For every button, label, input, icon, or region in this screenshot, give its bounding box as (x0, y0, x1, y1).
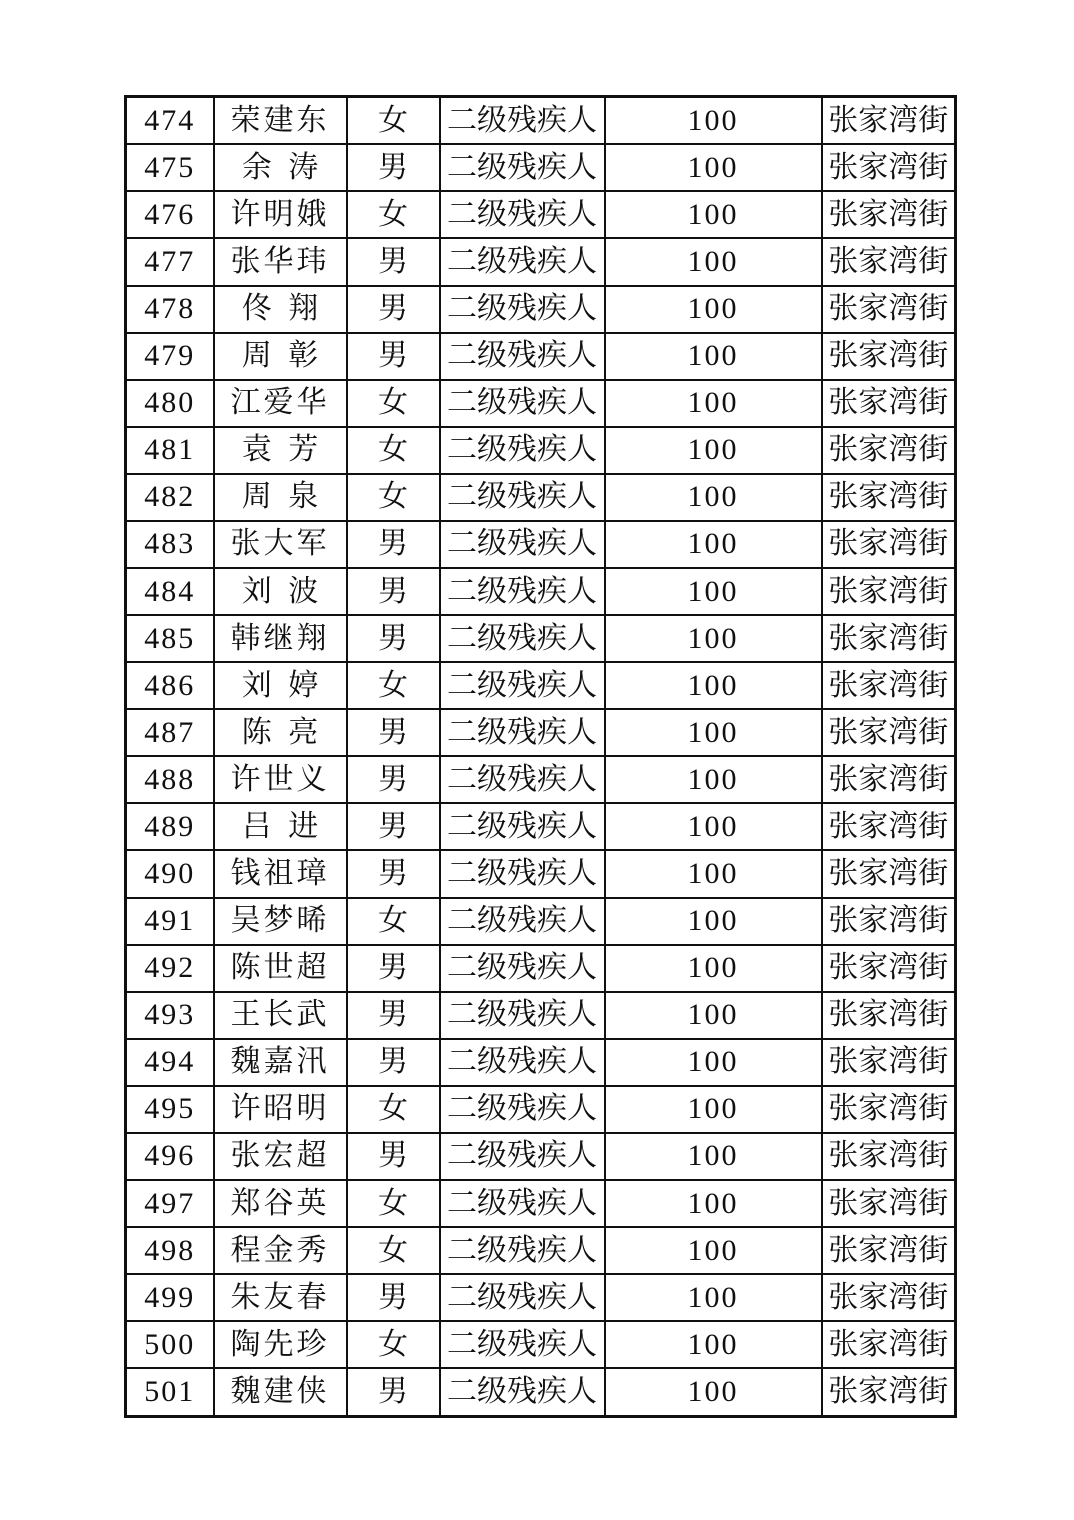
cell-row-number: 474 (126, 97, 214, 145)
cell-amount: 100 (605, 756, 822, 803)
table-row (126, 97, 956, 145)
table-row (126, 144, 956, 191)
cell-gender: 男 (347, 803, 440, 850)
cell-street: 张家湾街 (822, 427, 956, 474)
cell-amount: 100 (605, 945, 822, 992)
person-name-text: 袁芳 (241, 433, 335, 467)
table-row (126, 662, 956, 709)
cell-person-name (214, 191, 347, 238)
cell-amount: 100 (605, 427, 822, 474)
cell-gender: 女 (347, 474, 440, 521)
cell-street: 张家湾街 (822, 850, 956, 897)
cell-gender: 男 (347, 992, 440, 1039)
beneficiary-table (124, 95, 957, 1418)
cell-category: 二级残疾人 (440, 97, 605, 145)
cell-category: 二级残疾人 (440, 427, 605, 474)
cell-amount: 100 (605, 238, 822, 285)
cell-person-name (214, 898, 347, 945)
cell-category: 二级残疾人 (440, 1039, 605, 1086)
cell-amount: 100 (605, 1227, 822, 1274)
cell-amount: 100 (605, 709, 822, 756)
cell-amount: 100 (605, 992, 822, 1039)
cell-gender: 女 (347, 1227, 440, 1274)
table-row (126, 521, 956, 568)
cell-street: 张家湾街 (822, 144, 956, 191)
table-row (126, 1227, 956, 1274)
person-name-text: 陈世超 (230, 951, 330, 985)
cell-amount: 100 (605, 568, 822, 615)
cell-category: 二级残疾人 (440, 803, 605, 850)
person-name-text: 陶先珍 (230, 1327, 330, 1361)
cell-category: 二级残疾人 (440, 333, 605, 380)
cell-person-name (214, 427, 347, 474)
cell-street: 张家湾街 (822, 97, 956, 145)
cell-gender: 男 (347, 850, 440, 897)
cell-street: 张家湾街 (822, 521, 956, 568)
cell-person-name (214, 756, 347, 803)
cell-amount: 100 (605, 380, 822, 427)
table-row (126, 898, 956, 945)
cell-gender: 男 (347, 1133, 440, 1180)
cell-street: 张家湾街 (822, 333, 956, 380)
cell-amount: 100 (605, 1133, 822, 1180)
cell-row-number: 491 (126, 898, 214, 945)
cell-person-name (214, 1086, 347, 1133)
cell-row-number: 488 (126, 756, 214, 803)
cell-amount: 100 (605, 803, 822, 850)
cell-row-number: 484 (126, 568, 214, 615)
cell-category: 二级残疾人 (440, 615, 605, 662)
cell-amount: 100 (605, 1180, 822, 1227)
cell-amount: 100 (605, 1039, 822, 1086)
cell-person-name (214, 992, 347, 1039)
cell-row-number: 496 (126, 1133, 214, 1180)
cell-amount: 100 (605, 97, 822, 145)
cell-category: 二级残疾人 (440, 850, 605, 897)
cell-gender: 女 (347, 1180, 440, 1227)
cell-category: 二级残疾人 (440, 1274, 605, 1321)
cell-amount: 100 (605, 286, 822, 333)
cell-street: 张家湾街 (822, 1133, 956, 1180)
cell-street: 张家湾街 (822, 380, 956, 427)
table-row (126, 1133, 956, 1180)
cell-street: 张家湾街 (822, 1274, 956, 1321)
cell-category: 二级残疾人 (440, 568, 605, 615)
cell-category: 二级残疾人 (440, 238, 605, 285)
cell-row-number: 489 (126, 803, 214, 850)
cell-street: 张家湾街 (822, 898, 956, 945)
person-name-text: 魏嘉汛 (230, 1045, 330, 1079)
cell-person-name (214, 238, 347, 285)
cell-gender: 男 (347, 286, 440, 333)
cell-amount: 100 (605, 521, 822, 568)
cell-person-name (214, 615, 347, 662)
cell-gender: 女 (347, 1086, 440, 1133)
table-row (126, 333, 956, 380)
cell-street: 张家湾街 (822, 474, 956, 521)
table-row (126, 1274, 956, 1321)
cell-person-name (214, 474, 347, 521)
cell-category: 二级残疾人 (440, 1180, 605, 1227)
person-name-text: 许明娥 (230, 197, 330, 231)
cell-street: 张家湾街 (822, 568, 956, 615)
cell-row-number: 494 (126, 1039, 214, 1086)
table-row (126, 1039, 956, 1086)
cell-row-number: 495 (126, 1086, 214, 1133)
cell-street: 张家湾街 (822, 803, 956, 850)
cell-street: 张家湾街 (822, 1321, 956, 1368)
cell-category: 二级残疾人 (440, 992, 605, 1039)
cell-street: 张家湾街 (822, 945, 956, 992)
person-name-text: 张大军 (230, 527, 330, 561)
cell-category: 二级残疾人 (440, 144, 605, 191)
cell-street: 张家湾街 (822, 238, 956, 285)
cell-person-name (214, 1368, 347, 1416)
cell-row-number: 497 (126, 1180, 214, 1227)
cell-street: 张家湾街 (822, 992, 956, 1039)
cell-street: 张家湾街 (822, 615, 956, 662)
cell-amount: 100 (605, 474, 822, 521)
table-row (126, 474, 956, 521)
cell-category: 二级残疾人 (440, 1368, 605, 1416)
cell-gender: 男 (347, 709, 440, 756)
cell-category: 二级残疾人 (440, 709, 605, 756)
person-name-text: 郑谷英 (230, 1186, 330, 1220)
cell-row-number: 481 (126, 427, 214, 474)
person-name-text: 周泉 (241, 480, 335, 514)
person-name-text: 刘婷 (241, 668, 335, 702)
person-name-text: 陈亮 (241, 715, 335, 749)
cell-gender: 男 (347, 1368, 440, 1416)
cell-gender: 男 (347, 568, 440, 615)
cell-person-name (214, 1180, 347, 1227)
cell-row-number: 500 (126, 1321, 214, 1368)
table-row (126, 1368, 956, 1416)
cell-street: 张家湾街 (822, 1039, 956, 1086)
cell-gender: 女 (347, 380, 440, 427)
cell-row-number: 498 (126, 1227, 214, 1274)
table-row (126, 238, 956, 285)
person-name-text: 余涛 (241, 150, 335, 184)
cell-category: 二级残疾人 (440, 380, 605, 427)
person-name-text: 许世义 (230, 762, 330, 796)
cell-street: 张家湾街 (822, 286, 956, 333)
cell-category: 二级残疾人 (440, 521, 605, 568)
cell-row-number: 499 (126, 1274, 214, 1321)
cell-gender: 男 (347, 1274, 440, 1321)
cell-category: 二级残疾人 (440, 756, 605, 803)
cell-amount: 100 (605, 144, 822, 191)
cell-row-number: 477 (126, 238, 214, 285)
person-name-text: 魏建侠 (230, 1375, 330, 1409)
table-row (126, 568, 956, 615)
person-name-text: 江爱华 (230, 386, 330, 420)
cell-category: 二级残疾人 (440, 898, 605, 945)
cell-gender: 男 (347, 756, 440, 803)
cell-amount: 100 (605, 1368, 822, 1416)
cell-gender: 女 (347, 427, 440, 474)
cell-category: 二级残疾人 (440, 1321, 605, 1368)
table-row (126, 615, 956, 662)
cell-gender: 女 (347, 97, 440, 145)
cell-amount: 100 (605, 1274, 822, 1321)
cell-person-name (214, 380, 347, 427)
cell-row-number: 483 (126, 521, 214, 568)
cell-category: 二级残疾人 (440, 945, 605, 992)
cell-person-name (214, 521, 347, 568)
cell-person-name (214, 286, 347, 333)
cell-gender: 女 (347, 191, 440, 238)
cell-row-number: 482 (126, 474, 214, 521)
cell-person-name (214, 1274, 347, 1321)
person-name-text: 刘波 (241, 574, 335, 608)
table-row (126, 1321, 956, 1368)
cell-gender: 男 (347, 521, 440, 568)
cell-street: 张家湾街 (822, 1086, 956, 1133)
cell-person-name (214, 945, 347, 992)
table-row (126, 756, 956, 803)
table-row (126, 709, 956, 756)
cell-row-number: 476 (126, 191, 214, 238)
person-name-text: 吴梦晞 (230, 904, 330, 938)
cell-category: 二级残疾人 (440, 286, 605, 333)
cell-gender: 女 (347, 662, 440, 709)
cell-amount: 100 (605, 191, 822, 238)
cell-amount: 100 (605, 898, 822, 945)
cell-row-number: 493 (126, 992, 214, 1039)
cell-person-name (214, 709, 347, 756)
cell-row-number: 501 (126, 1368, 214, 1416)
cell-person-name (214, 1321, 347, 1368)
cell-row-number: 486 (126, 662, 214, 709)
cell-gender: 男 (347, 333, 440, 380)
cell-person-name (214, 144, 347, 191)
cell-street: 张家湾街 (822, 709, 956, 756)
cell-category: 二级残疾人 (440, 662, 605, 709)
table-row (126, 850, 956, 897)
cell-person-name (214, 333, 347, 380)
cell-gender: 男 (347, 144, 440, 191)
cell-amount: 100 (605, 1321, 822, 1368)
person-name-text: 佟翔 (241, 292, 335, 326)
cell-gender: 男 (347, 1039, 440, 1086)
cell-person-name (214, 97, 347, 145)
person-name-text: 钱祖璋 (230, 857, 330, 891)
cell-person-name (214, 1133, 347, 1180)
cell-person-name (214, 568, 347, 615)
cell-street: 张家湾街 (822, 1227, 956, 1274)
cell-category: 二级残疾人 (440, 1133, 605, 1180)
cell-row-number: 490 (126, 850, 214, 897)
cell-gender: 女 (347, 898, 440, 945)
cell-street: 张家湾街 (822, 191, 956, 238)
cell-person-name (214, 1227, 347, 1274)
cell-amount: 100 (605, 333, 822, 380)
table-row (126, 427, 956, 474)
cell-street: 张家湾街 (822, 1180, 956, 1227)
table-row (126, 1180, 956, 1227)
cell-street: 张家湾街 (822, 756, 956, 803)
cell-person-name (214, 850, 347, 897)
cell-gender: 男 (347, 945, 440, 992)
person-name-text: 朱友春 (230, 1280, 330, 1314)
person-name-text: 王长武 (230, 998, 330, 1032)
cell-row-number: 478 (126, 286, 214, 333)
table-body (126, 97, 956, 1417)
table-row (126, 191, 956, 238)
cell-gender: 女 (347, 1321, 440, 1368)
person-name-text: 吕进 (241, 809, 335, 843)
person-name-text: 周彰 (241, 339, 335, 373)
cell-row-number: 487 (126, 709, 214, 756)
cell-row-number: 475 (126, 144, 214, 191)
cell-category: 二级残疾人 (440, 1086, 605, 1133)
cell-amount: 100 (605, 662, 822, 709)
table-row (126, 380, 956, 427)
cell-amount: 100 (605, 1086, 822, 1133)
person-name-text: 荣建东 (230, 103, 330, 137)
cell-street: 张家湾街 (822, 662, 956, 709)
cell-category: 二级残疾人 (440, 474, 605, 521)
cell-gender: 男 (347, 238, 440, 285)
cell-person-name (214, 1039, 347, 1086)
table-row (126, 286, 956, 333)
cell-amount: 100 (605, 850, 822, 897)
person-name-text: 程金秀 (230, 1233, 330, 1267)
cell-amount: 100 (605, 615, 822, 662)
cell-gender: 男 (347, 615, 440, 662)
cell-person-name (214, 803, 347, 850)
cell-person-name (214, 662, 347, 709)
cell-street: 张家湾街 (822, 1368, 956, 1416)
cell-row-number: 485 (126, 615, 214, 662)
table-row (126, 1086, 956, 1133)
table-row (126, 945, 956, 992)
table-row (126, 803, 956, 850)
person-name-text: 韩继翔 (230, 621, 330, 655)
cell-row-number: 479 (126, 333, 214, 380)
cell-row-number: 480 (126, 380, 214, 427)
cell-row-number: 492 (126, 945, 214, 992)
person-name-text: 许昭明 (230, 1092, 330, 1126)
person-name-text: 张华玮 (230, 245, 330, 278)
cell-category: 二级残疾人 (440, 191, 605, 238)
table-row (126, 992, 956, 1039)
cell-category: 二级残疾人 (440, 1227, 605, 1274)
person-name-text: 张宏超 (230, 1139, 330, 1173)
